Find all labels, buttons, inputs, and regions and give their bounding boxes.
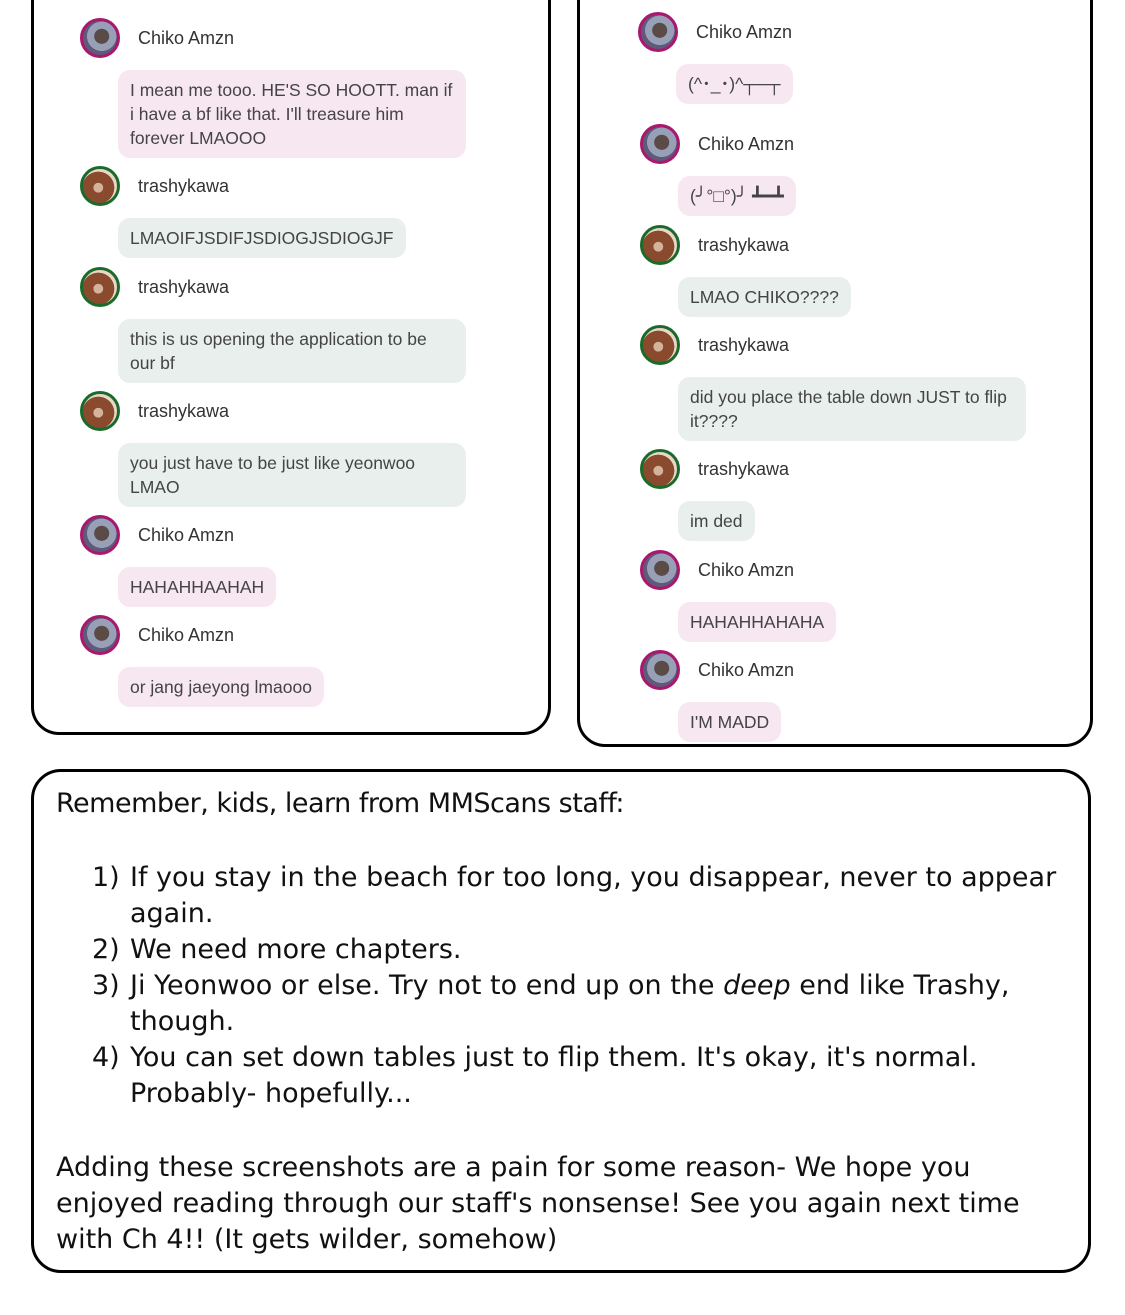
message-text: or jang jaeyong lmaooo (118, 667, 324, 707)
user-avatar-trashykawa (640, 225, 680, 265)
message-author: trashykawa (138, 176, 230, 196)
message-author: Chiko Amzn (138, 625, 235, 645)
user-avatar-chiko (80, 515, 120, 555)
staff-note-box (31, 769, 1091, 1273)
message-text: LMAO CHIKO???? (678, 277, 851, 317)
message-text: I mean me tooo. HE'S SO HOOTT. man if i have a bf like that. I'll treasure him forever LMAOOO (118, 70, 466, 158)
message-author: Chiko Amzn (698, 660, 795, 680)
note-footer: Adding these screenshots are a pain for some reason- We hope you enjoyed reading through our staff's nonsense! See you again next time with Ch 4!! (It gets wilder, somehow) (56, 1152, 1020, 1255)
list-item (92, 932, 1072, 968)
user-avatar-chiko (80, 615, 120, 655)
list-item (92, 1040, 1072, 1112)
message-text: im ded (678, 501, 755, 541)
message-author: Chiko Amzn (696, 22, 793, 42)
user-avatar-chiko (640, 124, 680, 164)
message-text: I'M MADD (678, 702, 781, 742)
list-text: We need more chapters. (130, 934, 462, 965)
message-text: HAHAHHAAHAH (118, 567, 276, 607)
list-text-emphasis: deep (723, 970, 791, 1001)
list-text-part: end like Trashy, though. (130, 970, 1010, 1037)
chat-panel-right (577, 0, 1093, 747)
message-text: you just have to be just like yeonwoo LMAO (118, 443, 466, 507)
list-text: You can set down tables just to flip them. It's okay, it's normal. Probably- hopefully... (130, 1042, 978, 1109)
message-author: Chiko Amzn (138, 525, 235, 545)
user-avatar-trashykawa (80, 391, 120, 431)
message-text: LMAOIFJSDIFJSDIOGJSDIOGJF (118, 218, 406, 258)
user-avatar-chiko (80, 18, 120, 58)
note-heading: Remember, kids, learn from MMScans staff: (56, 788, 625, 819)
user-avatar-chiko (640, 550, 680, 590)
user-avatar-chiko (640, 650, 680, 690)
user-avatar-chiko (638, 12, 678, 52)
message-author: trashykawa (698, 335, 790, 355)
user-avatar-trashykawa (80, 267, 120, 307)
list-number: 4) (92, 1042, 120, 1073)
message-author: Chiko Amzn (698, 560, 795, 580)
message-author: Chiko Amzn (698, 134, 795, 154)
message-text: (╯°□°)╯ ┻━┻ (678, 176, 796, 216)
message-author: trashykawa (138, 277, 230, 297)
message-author: Chiko Amzn (138, 28, 235, 48)
message-text: (^･_･)^┬─┬ (676, 64, 793, 104)
user-avatar-trashykawa (640, 449, 680, 489)
list-text-part: Ji Yeonwoo or else. Try not to end up on the (130, 970, 724, 1001)
list-number: 1) (92, 862, 120, 893)
note-list (92, 860, 1072, 1112)
message-text: this is us opening the application to be our bf (118, 319, 466, 383)
message-author: trashykawa (698, 459, 790, 479)
list-number: 2) (92, 934, 120, 965)
message-text: did you place the table down JUST to flip it???? (678, 377, 1026, 441)
list-text: If you stay in the beach for too long, you disappear, never to appear again. (130, 862, 1057, 929)
message-author: trashykawa (698, 235, 790, 255)
list-item (92, 968, 1072, 1040)
list-number: 3) (92, 970, 120, 1001)
user-avatar-trashykawa (640, 325, 680, 365)
chat-panel-left (31, 0, 551, 735)
user-avatar-trashykawa (80, 166, 120, 206)
message-author: trashykawa (138, 401, 230, 421)
message-text: HAHAHHAHAHA (678, 602, 836, 642)
list-item (92, 860, 1072, 932)
